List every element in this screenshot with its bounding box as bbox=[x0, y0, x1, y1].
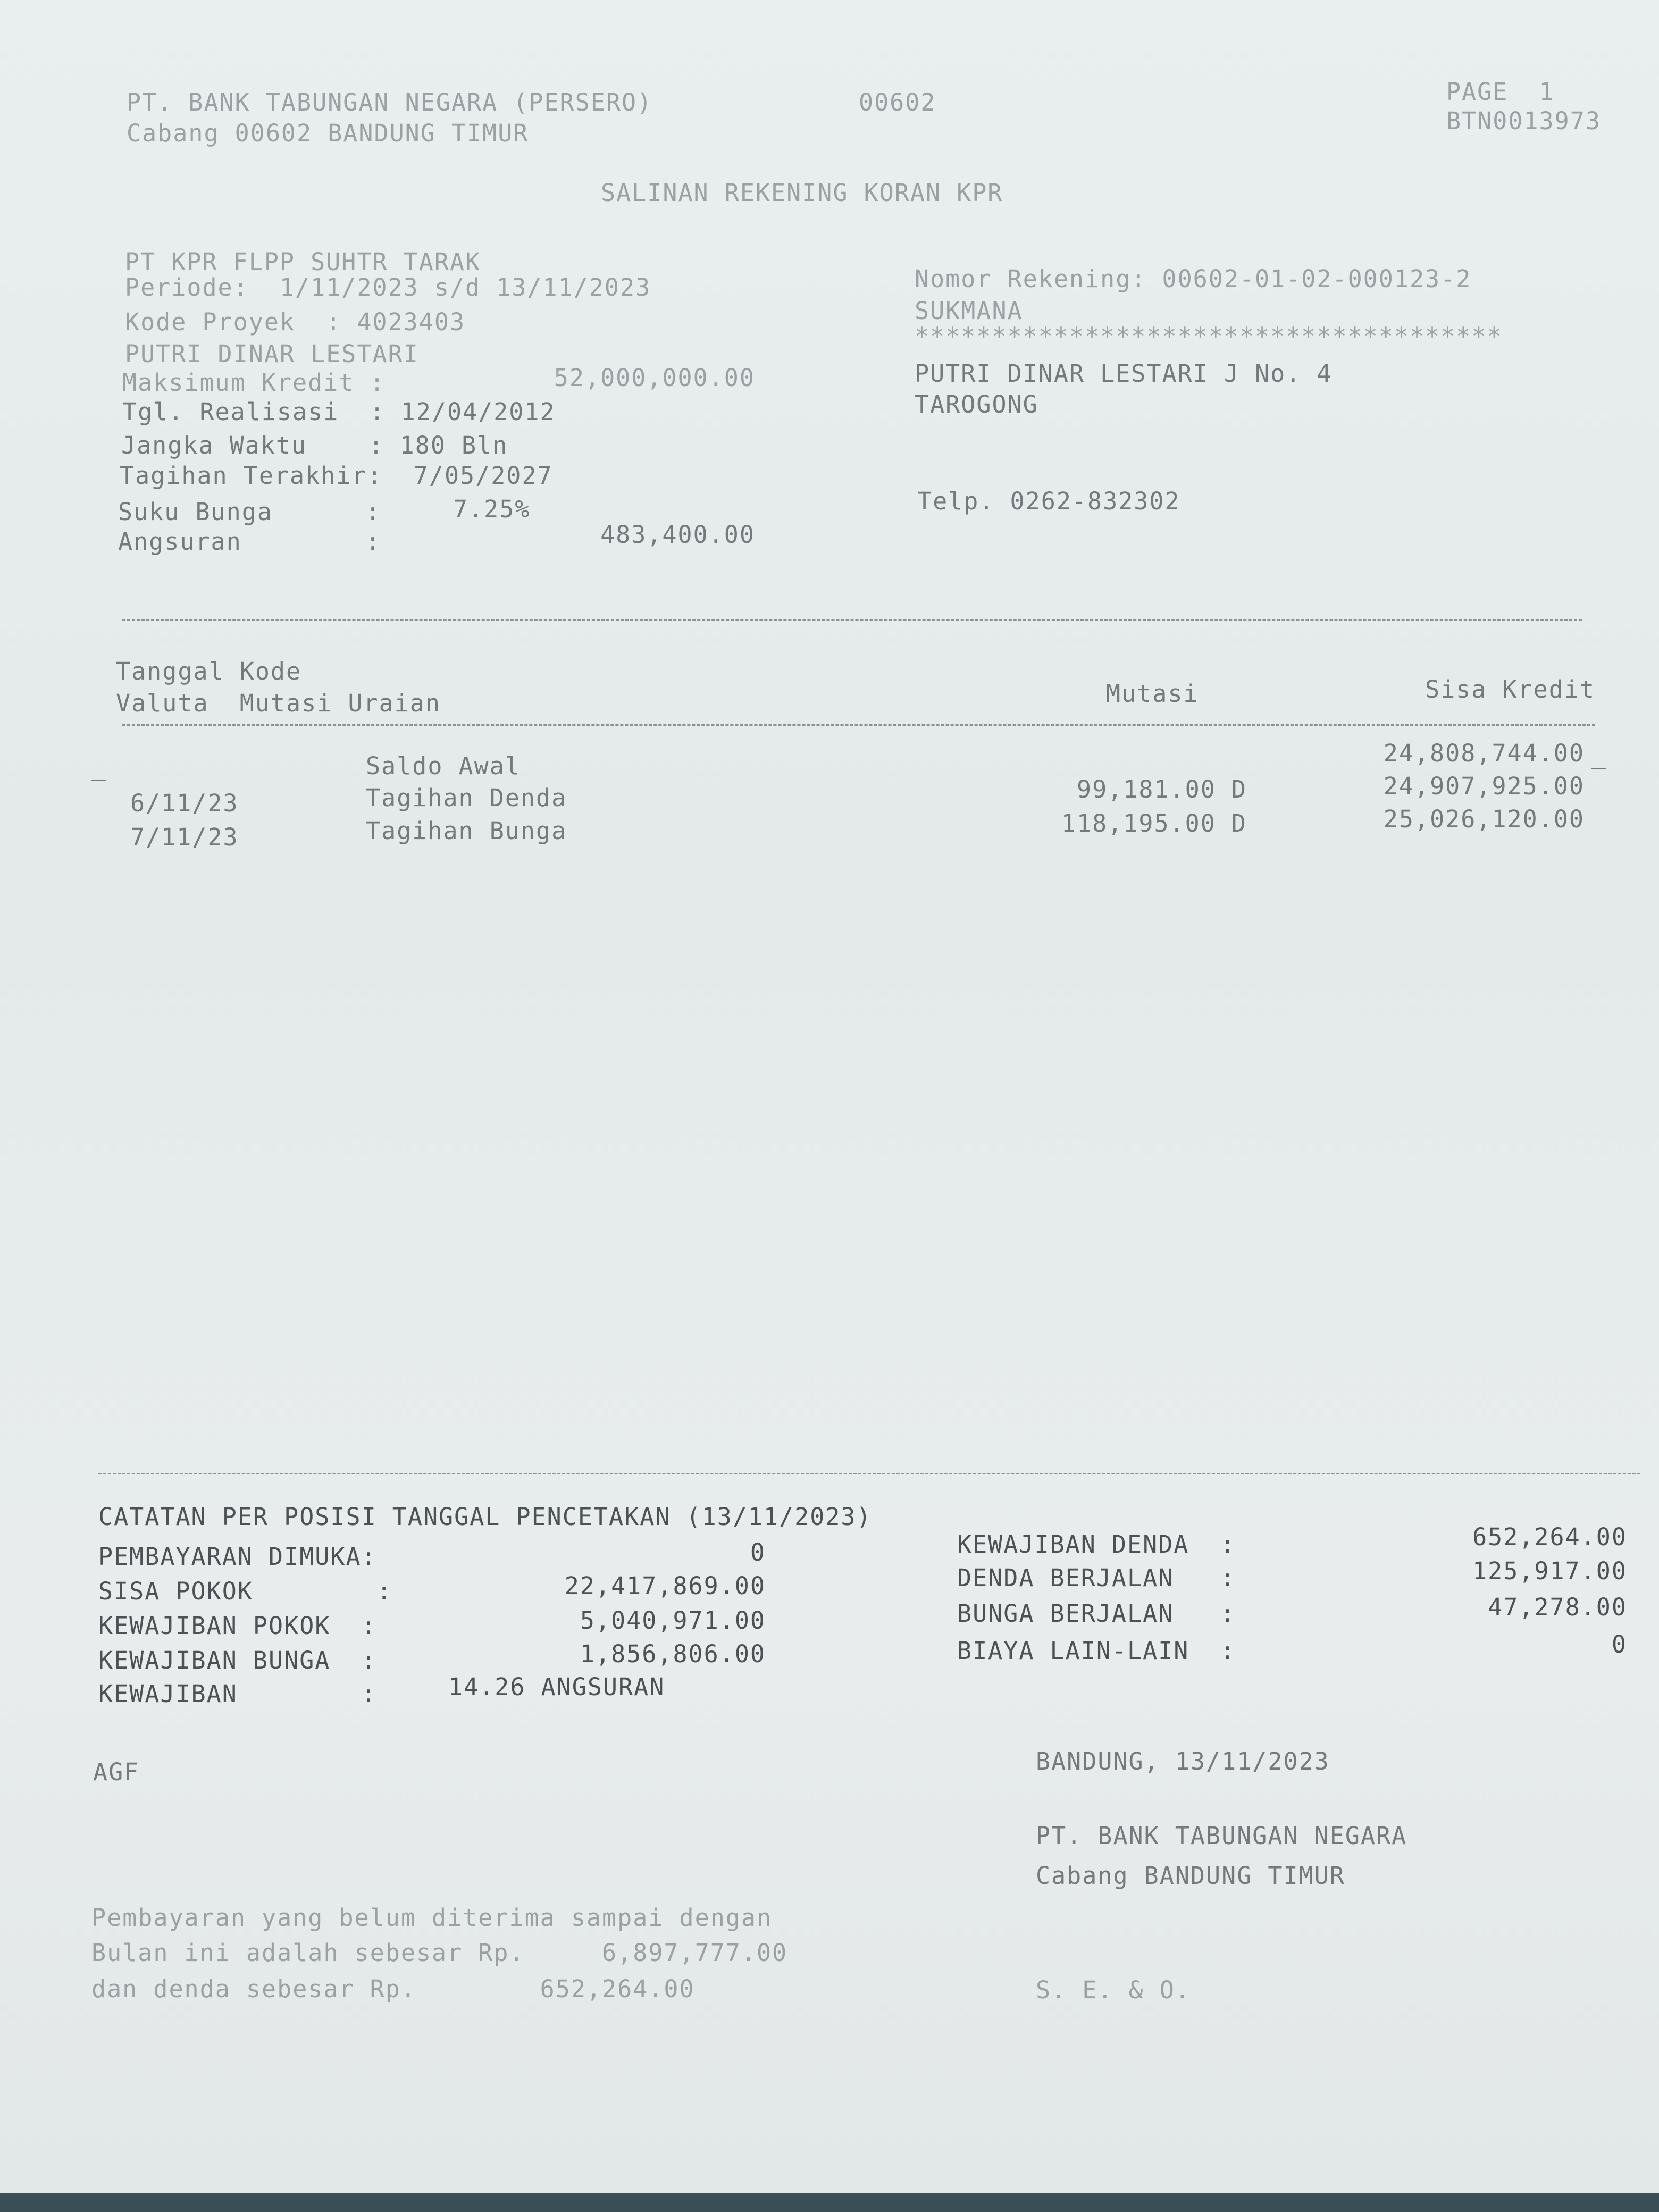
account-number: Nomor Rekening: 00602-01-02-000123-2 bbox=[915, 265, 1472, 293]
debtor-name: PUTRI DINAR LESTARI bbox=[125, 340, 419, 368]
interest-rate-label: Suku Bunga : bbox=[118, 498, 381, 526]
note-label-bunga-berjalan: BUNGA BERJALAN : bbox=[957, 1599, 1236, 1628]
max-credit-value: 52,000,000.00 bbox=[554, 364, 755, 392]
notes-top-rule bbox=[98, 1473, 1640, 1474]
footer-note-line-1: Pembayaran yang belum diterima sampai dengan bbox=[91, 1904, 773, 1932]
project-code: Kode Proyek : 4023403 bbox=[125, 308, 466, 336]
note-label-kewajiban: KEWAJIBAN : bbox=[98, 1680, 377, 1708]
footer-bank-name: PT. BANK TABUNGAN NEGARA bbox=[1036, 1822, 1407, 1850]
note-value-denda-berjalan: 125,917.00 bbox=[1472, 1557, 1627, 1585]
row-sisa-kredit: 24,808,744.00 bbox=[1383, 739, 1585, 767]
note-label-pembayaran-dimuka: PEMBAYARAN DIMUKA: bbox=[98, 1543, 377, 1571]
account-city: TAROGONG bbox=[915, 390, 1038, 418]
footer-place-date: BANDUNG, 13/11/2023 bbox=[1036, 1747, 1330, 1775]
masked-line: ************************************** bbox=[915, 322, 1503, 350]
notes-title: CATATAN PER POSISI TANGGAL PENCETAKAN (13/11/2023) bbox=[98, 1503, 872, 1531]
installment-label: Angsuran : bbox=[118, 527, 381, 556]
row-date: 6/11/23 bbox=[130, 789, 239, 817]
document-title: SALINAN REKENING KORAN KPR bbox=[601, 179, 1003, 207]
row-date: 7/11/23 bbox=[130, 823, 239, 851]
interest-rate-value: 7.25% bbox=[453, 495, 531, 523]
row-mutasi: 118,195.00 D bbox=[1061, 809, 1247, 837]
document-id: BTN0013973 bbox=[1446, 107, 1601, 135]
account-address: PUTRI DINAR LESTARI J No. 4 bbox=[915, 359, 1333, 388]
desk-background bbox=[0, 2193, 1659, 2212]
note-value-sisa-pokok: 22,417,869.00 bbox=[564, 1572, 766, 1600]
table-top-rule bbox=[122, 619, 1582, 621]
page-number: PAGE 1 bbox=[1446, 78, 1555, 106]
note-value-biaya-lain: 0 bbox=[1611, 1630, 1627, 1658]
row-sisa-kredit: 25,026,120.00 bbox=[1383, 805, 1585, 833]
row-description: Saldo Awal bbox=[366, 752, 521, 780]
branch-code: 00602 bbox=[859, 88, 936, 116]
loan-term: Jangka Waktu : 180 Bln bbox=[121, 431, 508, 459]
footer-note-line-3: dan denda sebesar Rp. 652,264.00 bbox=[91, 1975, 695, 2003]
note-label-sisa-pokok: SISA POKOK : bbox=[98, 1577, 392, 1605]
table-header-rule bbox=[122, 724, 1595, 726]
col-header-mutasi: Mutasi bbox=[1106, 680, 1199, 708]
col-header-sisa-kredit: Sisa Kredit bbox=[1425, 675, 1595, 703]
note-value-kewajiban-denda: 652,264.00 bbox=[1472, 1523, 1627, 1551]
note-value-bunga-berjalan: 47,278.00 bbox=[1488, 1593, 1627, 1621]
note-label-denda-berjalan: DENDA BERJALAN : bbox=[957, 1564, 1236, 1592]
note-value-pembayaran-dimuka: 0 bbox=[750, 1538, 766, 1566]
note-label-biaya-lain: BIAYA LAIN-LAIN : bbox=[957, 1637, 1236, 1665]
note-value-kewajiban-bunga: 1,856,806.00 bbox=[580, 1640, 766, 1668]
loan-product: PT KPR FLPP SUHTR TARAK bbox=[125, 248, 481, 276]
note-label-kewajiban-bunga: KEWAJIBAN BUNGA : bbox=[98, 1646, 377, 1674]
account-phone: Telp. 0262-832302 bbox=[917, 487, 1180, 515]
row-description: Tagihan Bunga bbox=[366, 817, 567, 845]
max-credit-label: Maksimum Kredit : bbox=[122, 368, 386, 397]
row-marker-right: _ bbox=[1591, 741, 1607, 769]
footer-branch-name: Cabang BANDUNG TIMUR bbox=[1036, 1862, 1345, 1890]
footer-agf: AGF bbox=[93, 1758, 140, 1786]
row-sisa-kredit: 24,907,925.00 bbox=[1383, 772, 1585, 800]
col-header-valuta: Valuta Mutasi Uraian bbox=[116, 689, 441, 717]
row-marker-left: _ bbox=[91, 753, 107, 781]
statement-period: Periode: 1/11/2023 s/d 13/11/2023 bbox=[125, 273, 651, 301]
realization-date: Tgl. Realisasi : 12/04/2012 bbox=[122, 398, 556, 426]
last-bill-date: Tagihan Terakhir: 7/05/2027 bbox=[120, 462, 553, 490]
branch-name: Cabang 00602 BANDUNG TIMUR bbox=[127, 119, 529, 147]
bank-name: PT. BANK TABUNGAN NEGARA (PERSERO) bbox=[127, 88, 653, 116]
row-description: Tagihan Denda bbox=[366, 784, 567, 812]
note-label-kewajiban-pokok: KEWAJIBAN POKOK : bbox=[98, 1612, 377, 1640]
account-name: SUKMANA bbox=[915, 297, 1023, 325]
row-mutasi: 99,181.00 D bbox=[1076, 775, 1247, 803]
installment-value: 483,400.00 bbox=[600, 521, 755, 549]
footer-seo: S. E. & O. bbox=[1036, 1976, 1191, 2004]
note-value-kewajiban-pokok: 5,040,971.00 bbox=[580, 1606, 766, 1635]
footer-note-line-2: Bulan ini adalah sebesar Rp. 6,897,777.00 bbox=[91, 1939, 788, 1967]
note-value-kewajiban: 14.26 ANGSURAN bbox=[448, 1673, 665, 1701]
col-header-tanggal: Tanggal Kode bbox=[116, 657, 302, 685]
note-label-kewajiban-denda: KEWAJIBAN DENDA : bbox=[957, 1530, 1236, 1559]
